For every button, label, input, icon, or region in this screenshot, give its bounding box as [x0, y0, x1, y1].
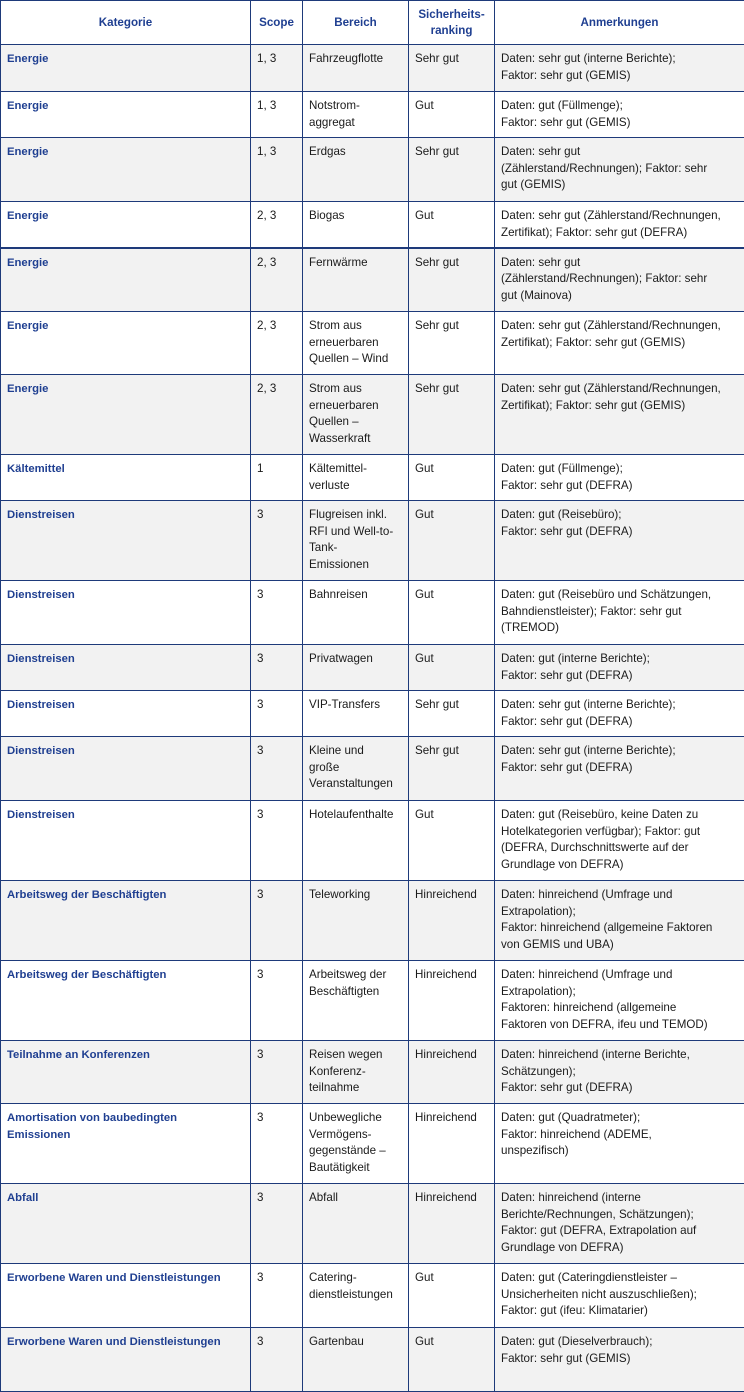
cell-anmerkungen: Daten: hinreichend (interne Berichte, Schätzungen); Faktor: sehr gut (DEFRA) — [495, 1041, 744, 1104]
cell-anmerkungen: Daten: gut (Reisebüro und Schätzungen, Bahndienstleister); Faktor: sehr gut (TREMOD) — [495, 581, 744, 645]
table-row — [1, 1264, 744, 1328]
cell-sicherheitsranking: Sehr gut — [409, 737, 495, 801]
table-row — [1, 312, 744, 375]
cell-kategorie: Dienstreisen — [1, 501, 251, 581]
cell-kategorie: Energie — [1, 92, 251, 138]
cell-anmerkungen: Daten: hinreichend (Umfrage und Extrapolation); Faktor: hinreichend (allgemeine Faktoren von GEMIS und UBA) — [495, 881, 744, 961]
cell-bereich: Notstrom- aggregat — [303, 92, 409, 138]
table-row — [1, 501, 744, 581]
table-row — [1, 691, 744, 737]
cell-kategorie: Kältemittel — [1, 455, 251, 501]
cell-scope: 3 — [251, 691, 303, 737]
cell-kategorie: Dienstreisen — [1, 801, 251, 881]
cell-scope: 1, 3 — [251, 92, 303, 138]
cell-anmerkungen: Daten: hinreichend (Umfrage und Extrapolation); Faktoren: hinreichend (allgemeine Faktoren von DEFRA, ifeu und TEMOD) — [495, 961, 744, 1041]
cell-kategorie: Amortisation von baubedingten Emissionen — [1, 1104, 251, 1184]
cell-kategorie: Energie — [1, 248, 251, 312]
cell-bereich: Arbeitsweg der Beschäftigten — [303, 961, 409, 1041]
table-row — [1, 1328, 744, 1392]
cell-scope: 3 — [251, 737, 303, 801]
cell-sicherheitsranking: Gut — [409, 455, 495, 501]
cell-bereich: Privatwagen — [303, 645, 409, 691]
cell-bereich: Erdgas — [303, 138, 409, 202]
table-body — [1, 45, 744, 1392]
cell-anmerkungen: Daten: gut (Reisebüro, keine Daten zu Hotelkategorien verfügbar); Faktor: gut (DEFRA, Durchschnittswerte auf der Grundlage von DEFRA) — [495, 801, 744, 881]
cell-kategorie: Energie — [1, 375, 251, 455]
table-row — [1, 581, 744, 645]
cell-kategorie: Energie — [1, 138, 251, 202]
cell-bereich: Catering- dienstleistungen — [303, 1264, 409, 1328]
header-bereich: Bereich — [303, 1, 409, 45]
cell-anmerkungen: Daten: sehr gut (interne Berichte); Faktor: sehr gut (GEMIS) — [495, 45, 744, 92]
cell-scope: 3 — [251, 801, 303, 881]
cell-scope: 3 — [251, 1184, 303, 1264]
cell-bereich: Reisen wegen Konferenz- teilnahme — [303, 1041, 409, 1104]
cell-sicherheitsranking: Sehr gut — [409, 312, 495, 375]
cell-sicherheitsranking: Sehr gut — [409, 691, 495, 737]
cell-scope: 3 — [251, 645, 303, 691]
cell-bereich: Biogas — [303, 202, 409, 248]
table-row — [1, 801, 744, 881]
cell-kategorie: Dienstreisen — [1, 691, 251, 737]
cell-bereich: Unbewegliche Vermögens- gegenstände – Bautätigkeit — [303, 1104, 409, 1184]
cell-sicherheitsranking: Gut — [409, 581, 495, 645]
cell-scope: 2, 3 — [251, 312, 303, 375]
cell-bereich: Kleine und große Veranstaltungen — [303, 737, 409, 801]
cell-bereich: Kältemittel- verluste — [303, 455, 409, 501]
table-row — [1, 455, 744, 501]
cell-scope: 3 — [251, 581, 303, 645]
table-row — [1, 1184, 744, 1264]
cell-sicherheitsranking: Gut — [409, 1328, 495, 1392]
cell-anmerkungen: Daten: gut (Füllmenge); Faktor: sehr gut (GEMIS) — [495, 92, 744, 138]
header-sicherheitsranking: Sicherheits- ranking — [409, 1, 495, 45]
cell-sicherheitsranking: Sehr gut — [409, 138, 495, 202]
cell-anmerkungen: Daten: sehr gut (Zählerstand/Rechnungen); Faktor: sehr gut (GEMIS) — [495, 138, 744, 202]
table-row — [1, 45, 744, 92]
table-row — [1, 138, 744, 202]
cell-bereich: Flugreisen inkl. RFI und Well-to- Tank- Emissionen — [303, 501, 409, 581]
table-row — [1, 737, 744, 801]
cell-sicherheitsranking: Gut — [409, 501, 495, 581]
cell-kategorie: Arbeitsweg der Beschäftigten — [1, 961, 251, 1041]
cell-sicherheitsranking: Hinreichend — [409, 1104, 495, 1184]
cell-anmerkungen: Daten: sehr gut (interne Berichte); Faktor: sehr gut (DEFRA) — [495, 691, 744, 737]
cell-scope: 3 — [251, 881, 303, 961]
cell-scope: 2, 3 — [251, 202, 303, 248]
cell-anmerkungen: Daten: gut (Dieselverbrauch); Faktor: sehr gut (GEMIS) — [495, 1328, 744, 1392]
table-row — [1, 202, 744, 248]
cell-bereich: Teleworking — [303, 881, 409, 961]
header-kategorie: Kategorie — [1, 1, 251, 45]
table-row — [1, 961, 744, 1041]
cell-kategorie: Erworbene Waren und Dienstleistungen — [1, 1328, 251, 1392]
cell-anmerkungen: Daten: sehr gut (interne Berichte); Faktor: sehr gut (DEFRA) — [495, 737, 744, 801]
cell-kategorie: Abfall — [1, 1184, 251, 1264]
table-row — [1, 248, 744, 312]
cell-bereich: Fahrzeugflotte — [303, 45, 409, 92]
cell-scope: 1, 3 — [251, 45, 303, 92]
cell-scope: 3 — [251, 961, 303, 1041]
cell-sicherheitsranking: Hinreichend — [409, 1041, 495, 1104]
cell-bereich: Strom aus erneuerbaren Quellen – Wind — [303, 312, 409, 375]
table-row — [1, 1104, 744, 1184]
cell-sicherheitsranking: Gut — [409, 92, 495, 138]
cell-bereich: Bahnreisen — [303, 581, 409, 645]
cell-anmerkungen: Daten: sehr gut (Zählerstand/Rechnungen, Zertifikat); Faktor: sehr gut (GEMIS) — [495, 312, 744, 375]
cell-scope: 3 — [251, 1328, 303, 1392]
table-header-row — [1, 1, 744, 45]
table-row — [1, 881, 744, 961]
cell-bereich: Abfall — [303, 1184, 409, 1264]
cell-scope: 3 — [251, 501, 303, 581]
cell-anmerkungen: Daten: gut (Füllmenge); Faktor: sehr gut (DEFRA) — [495, 455, 744, 501]
cell-sicherheitsranking: Gut — [409, 1264, 495, 1328]
cell-sicherheitsranking: Gut — [409, 645, 495, 691]
cell-scope: 3 — [251, 1104, 303, 1184]
cell-sicherheitsranking: Hinreichend — [409, 881, 495, 961]
cell-bereich: Gartenbau — [303, 1328, 409, 1392]
table-row — [1, 645, 744, 691]
cell-scope: 3 — [251, 1264, 303, 1328]
cell-anmerkungen: Daten: gut (Cateringdienstleister – Unsicherheiten nicht auszuschließen); Faktor: gut (ifeu: Klimatarier) — [495, 1264, 744, 1328]
cell-anmerkungen: Daten: gut (interne Berichte); Faktor: sehr gut (DEFRA) — [495, 645, 744, 691]
cell-bereich: VIP-Transfers — [303, 691, 409, 737]
cell-scope: 3 — [251, 1041, 303, 1104]
cell-sicherheitsranking: Hinreichend — [409, 1184, 495, 1264]
table-row — [1, 92, 744, 138]
table-row — [1, 375, 744, 455]
header-anmerkungen: Anmerkungen — [495, 1, 744, 45]
cell-anmerkungen: Daten: sehr gut (Zählerstand/Rechnungen); Faktor: sehr gut (Mainova) — [495, 248, 744, 312]
cell-sicherheitsranking: Gut — [409, 801, 495, 881]
cell-scope: 1, 3 — [251, 138, 303, 202]
cell-kategorie: Arbeitsweg der Beschäftigten — [1, 881, 251, 961]
cell-kategorie: Teilnahme an Konferenzen — [1, 1041, 251, 1104]
cell-sicherheitsranking: Sehr gut — [409, 375, 495, 455]
cell-bereich: Strom aus erneuerbaren Quellen – Wasserkraft — [303, 375, 409, 455]
cell-anmerkungen: Daten: sehr gut (Zählerstand/Rechnungen, Zertifikat); Faktor: sehr gut (GEMIS) — [495, 375, 744, 455]
cell-kategorie: Energie — [1, 202, 251, 248]
cell-scope: 1 — [251, 455, 303, 501]
cell-bereich: Fernwärme — [303, 248, 409, 312]
cell-kategorie: Erworbene Waren und Dienstleistungen — [1, 1264, 251, 1328]
cell-bereich: Hotelaufenthalte — [303, 801, 409, 881]
cell-sicherheitsranking: Sehr gut — [409, 248, 495, 312]
cell-kategorie: Dienstreisen — [1, 645, 251, 691]
cell-scope: 2, 3 — [251, 375, 303, 455]
header-scope: Scope — [251, 1, 303, 45]
cell-kategorie: Dienstreisen — [1, 581, 251, 645]
cell-kategorie: Energie — [1, 312, 251, 375]
cell-sicherheitsranking: Sehr gut — [409, 45, 495, 92]
cell-kategorie: Energie — [1, 45, 251, 92]
cell-anmerkungen: Daten: sehr gut (Zählerstand/Rechnungen, Zertifikat); Faktor: sehr gut (DEFRA) — [495, 202, 744, 248]
cell-kategorie: Dienstreisen — [1, 737, 251, 801]
cell-anmerkungen: Daten: gut (Reisebüro); Faktor: sehr gut (DEFRA) — [495, 501, 744, 581]
table-row — [1, 1041, 744, 1104]
cell-sicherheitsranking: Gut — [409, 202, 495, 248]
cell-anmerkungen: Daten: gut (Quadratmeter); Faktor: hinreichend (ADEME, unspezifisch) — [495, 1104, 744, 1184]
cell-sicherheitsranking: Hinreichend — [409, 961, 495, 1041]
cell-anmerkungen: Daten: hinreichend (interne Berichte/Rechnungen, Schätzungen); Faktor: gut (DEFRA, Extrapolation auf Grundlage von DEFRA) — [495, 1184, 744, 1264]
cell-scope: 2, 3 — [251, 248, 303, 312]
